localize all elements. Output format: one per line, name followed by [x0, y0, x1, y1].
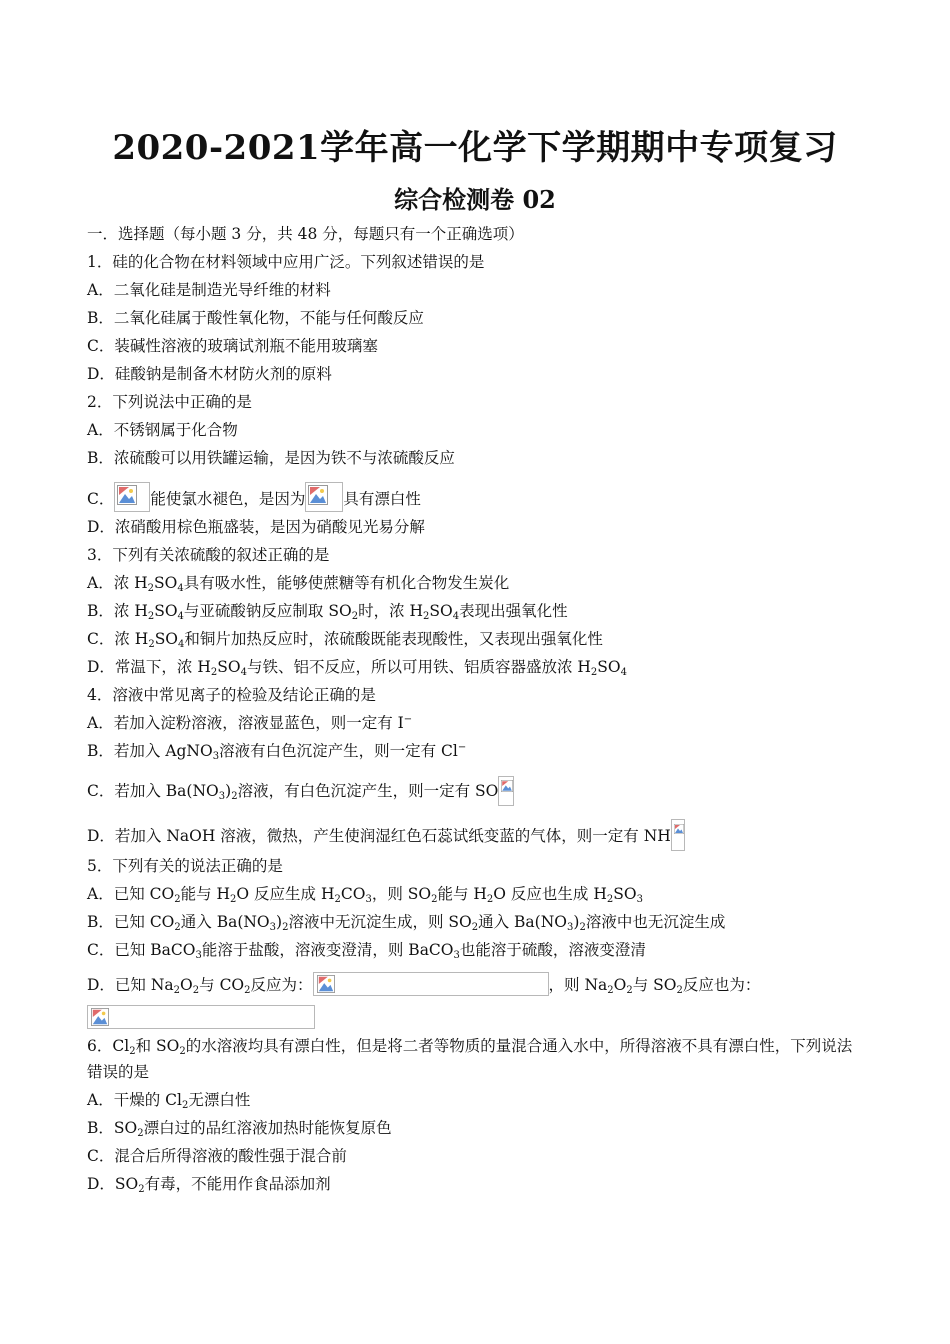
q6-option-b: B．$SO_2$漂白过的品红溶液加热时能恢复原色	[87, 1119, 392, 1139]
q1-option-c: C．装碱性溶液的玻璃试剂瓶不能用玻璃塞	[87, 337, 378, 355]
q4-option-c: C．若加入 $Ba(NO_3)_2$溶液，有白色沉淀产生，则一定有 SO	[87, 776, 514, 806]
q4-option-b: B．若加入 AgNO$_3$溶液有白色沉淀产生，则一定有 Cl−	[87, 742, 467, 762]
q5-option-c: C．已知 BaCO$_3$能溶于盐酸，溶液变澄清，则 BaCO$_3$也能溶于硫酸，溶液变澄清	[87, 941, 646, 961]
q5-option-b: B．已知 $CO_2$通入 $Ba(NO_3)_2$溶液中无沉淀生成，则 $SO_2$通入 $Ba(NO_3)_2$溶液中也无沉淀生成	[87, 913, 726, 933]
broken-image-icon	[498, 776, 514, 806]
q4-option-d: D．若加入 NaOH 溶液，微热，产生使润湿红色石蕊试纸变蓝的气体，则一定有 NH	[87, 819, 685, 851]
q4-option-a: A．若加入淀粉溶液，溶液显蓝色，则一定有 I−	[87, 714, 413, 732]
broken-image-icon	[114, 482, 150, 512]
q6-option-a: A．干燥的 $Cl_2$无漂白性	[87, 1091, 251, 1111]
q2-stem: 2．下列说法中正确的是	[87, 393, 252, 411]
broken-image-icon	[671, 819, 685, 851]
broken-image-icon	[305, 482, 343, 512]
q1-stem: 1．硅的化合物在材料领域中应用广泛。下列叙述错误的是	[87, 253, 485, 271]
q5-option-a: A．已知 $CO_2$能与 $H_2O$ 反应生成 $H_2CO_3$，则 $SO_2$能与 $H_2O$ 反应也生成 $H_2SO_3$	[87, 885, 643, 905]
q5-option-d-equation	[87, 1005, 315, 1029]
q3-stem: 3．下列有关浓硫酸的叙述正确的是	[87, 546, 330, 564]
q2-c-mid: 能使氯水褪色，是因为	[150, 490, 306, 508]
q6-stem: 6．$Cl_2$和 $SO_2$的水溶液均具有漂白性，但是将二者等物质的量混合通入水中，所得溶液不具有漂白性，下列说法错误的是	[87, 1037, 853, 1081]
broken-image-icon	[87, 1005, 315, 1029]
q4-stem: 4．溶液中常见离子的检验及结论正确的是	[87, 686, 376, 704]
section-heading: 一．选择题（每小题 3 分，共 48 分，每题只有一个正确选项）	[87, 225, 524, 243]
q2-c-prefix: C．	[87, 490, 115, 508]
q2-option-d: D．浓硝酸用棕色瓶盛装，是因为硝酸见光易分解	[87, 518, 425, 536]
q5-option-d: D．已知 $Na_2O_2$与 $CO_2$反应为： ，则 $Na_2O_2$与 $SO_2$反应也为：	[87, 972, 760, 996]
q2-option-a: A．不锈钢属于化合物	[87, 421, 238, 439]
q3-option-d: D．常温下，浓 $H_2SO_4$与铁、铝不反应，所以可用铁、铝质容器盛放浓 $H_2SO_4$	[87, 658, 627, 678]
q2-option-b: B．浓硫酸可以用铁罐运输，是因为铁不与浓硫酸反应	[87, 449, 455, 467]
q2-c-suffix: 具有漂白性	[343, 490, 421, 508]
q3-option-c: C．浓 $H_2SO_4$和铜片加热反应时，浓硫酸既能表现酸性，又表现出强氧化性	[87, 630, 603, 650]
page-subtitle: 综合检测卷 02	[394, 185, 556, 214]
q1-option-d: D．硅酸钠是制备木材防火剂的原料	[87, 365, 332, 383]
q6-option-c: C．混合后所得溶液的酸性强于混合前	[87, 1147, 347, 1165]
broken-image-icon	[313, 972, 549, 996]
q6-option-d: D．$SO_2$有毒，不能用作食品添加剂	[87, 1175, 331, 1195]
q5-stem: 5．下列有关的说法正确的是	[87, 857, 283, 875]
q3-option-a: A．浓 $H_2SO_4$具有吸水性，能够使蔗糖等有机化合物发生炭化	[87, 574, 510, 594]
q3-option-b: B．浓 $H_2SO_4$与亚硫酸钠反应制取 $SO_2$时，浓 $H_2SO_4$表现出强氧化性	[87, 602, 568, 622]
q2-option-c	[87, 482, 421, 512]
q1-option-b: B．二氧化硅属于酸性氧化物，不能与任何酸反应	[87, 309, 424, 327]
page-title: 2020-2021学年高一化学下学期期中专项复习	[112, 128, 838, 168]
q1-option-a: A．二氧化硅是制造光导纤维的材料	[87, 281, 331, 299]
